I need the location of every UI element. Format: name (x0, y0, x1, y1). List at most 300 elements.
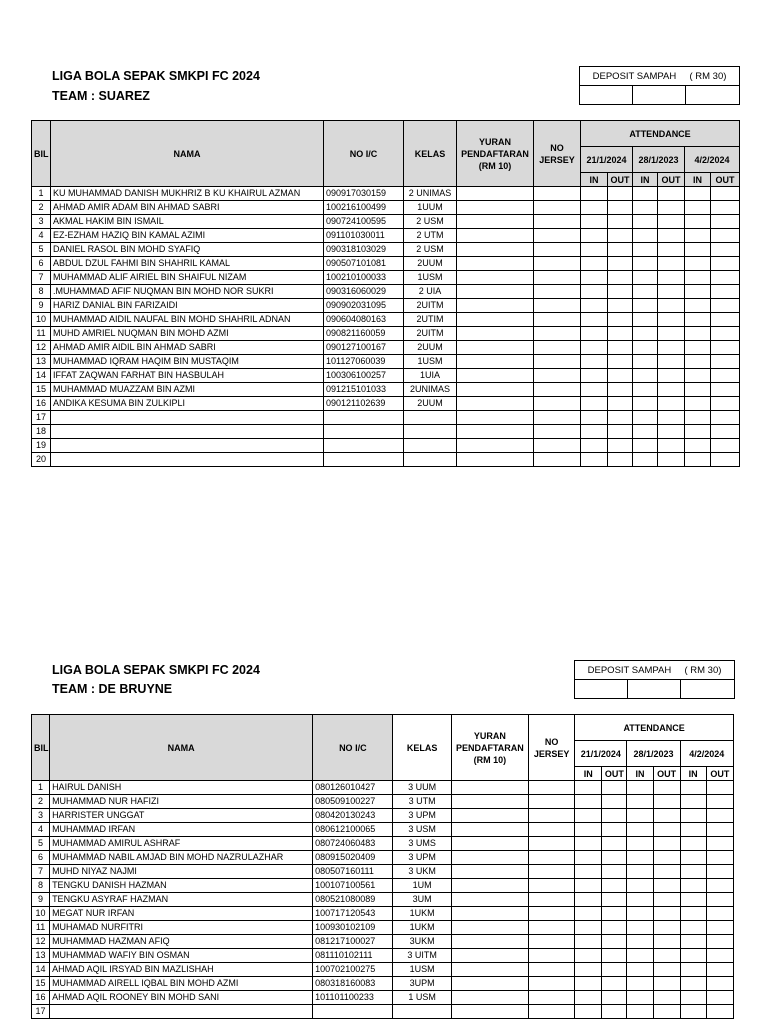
attendance-out-cell[interactable] (706, 795, 733, 809)
player-ic[interactable]: 090917030159 (324, 187, 404, 201)
attendance-out-cell[interactable] (658, 313, 685, 327)
yuran-cell[interactable] (457, 411, 534, 425)
player-name[interactable]: MUHAMMAD MUAZZAM BIN AZMI (51, 383, 324, 397)
yuran-cell[interactable] (457, 327, 534, 341)
jersey-cell[interactable] (529, 949, 575, 963)
player-class[interactable]: 1UUM (404, 201, 457, 215)
jersey-cell[interactable] (534, 271, 581, 285)
attendance-out-cell[interactable] (658, 215, 685, 229)
attendance-in-cell[interactable] (633, 229, 658, 243)
yuran-cell[interactable] (457, 313, 534, 327)
attendance-out-cell[interactable] (706, 893, 733, 907)
jersey-cell[interactable] (534, 327, 581, 341)
attendance-in-cell[interactable] (633, 369, 658, 383)
player-ic[interactable]: 081217100027 (313, 935, 393, 949)
player-name[interactable]: MUHD NIYAZ NAJMI (50, 865, 313, 879)
attendance-in-cell[interactable] (633, 299, 658, 313)
jersey-cell[interactable] (529, 865, 575, 879)
attendance-in-cell[interactable] (627, 837, 653, 851)
yuran-cell[interactable] (451, 865, 528, 879)
player-name[interactable]: HARRISTER UNGGAT (50, 809, 313, 823)
attendance-in-cell[interactable] (680, 893, 706, 907)
attendance-out-cell[interactable] (658, 355, 685, 369)
player-ic[interactable]: 080420130243 (313, 809, 393, 823)
player-ic[interactable]: 100107100561 (313, 879, 393, 893)
attendance-in-cell[interactable] (633, 411, 658, 425)
attendance-out-cell[interactable] (608, 341, 633, 355)
attendance-out-cell[interactable] (706, 809, 733, 823)
attendance-in-cell[interactable] (581, 425, 608, 439)
jersey-cell[interactable] (534, 411, 581, 425)
player-class[interactable]: 2UTIM (404, 313, 457, 327)
player-class[interactable]: 3 UITM (393, 949, 451, 963)
attendance-out-cell[interactable] (602, 851, 627, 865)
jersey-cell[interactable] (529, 795, 575, 809)
player-ic[interactable]: 100702100275 (313, 963, 393, 977)
attendance-out-cell[interactable] (653, 907, 680, 921)
jersey-cell[interactable] (529, 809, 575, 823)
player-name[interactable]: HAIRUL DANISH (50, 781, 313, 795)
attendance-in-cell[interactable] (685, 187, 711, 201)
attendance-out-cell[interactable] (706, 781, 733, 795)
attendance-in-cell[interactable] (581, 327, 608, 341)
yuran-cell[interactable] (457, 229, 534, 243)
player-class[interactable]: 2 USM (404, 215, 457, 229)
attendance-in-cell[interactable] (627, 977, 653, 991)
attendance-out-cell[interactable] (658, 439, 685, 453)
attendance-in-cell[interactable] (680, 865, 706, 879)
attendance-in-cell[interactable] (685, 285, 711, 299)
attendance-in-cell[interactable] (633, 341, 658, 355)
attendance-in-cell[interactable] (685, 341, 711, 355)
player-class[interactable]: 2UUM (404, 257, 457, 271)
player-name[interactable]: AHMAD AMIR ADAM BIN AHMAD SABRI (51, 201, 324, 215)
player-ic[interactable]: 100717120543 (313, 907, 393, 921)
attendance-in-cell[interactable] (581, 229, 608, 243)
player-name[interactable]: MUHAMMAD NABIL AMJAD BIN MOHD NAZRULAZHAR (50, 851, 313, 865)
attendance-out-cell[interactable] (711, 285, 740, 299)
attendance-out-cell[interactable] (653, 949, 680, 963)
yuran-cell[interactable] (457, 187, 534, 201)
attendance-in-cell[interactable] (680, 991, 706, 1005)
attendance-in-cell[interactable] (575, 977, 602, 991)
attendance-in-cell[interactable] (581, 341, 608, 355)
yuran-cell[interactable] (451, 879, 528, 893)
attendance-out-cell[interactable] (706, 963, 733, 977)
attendance-out-cell[interactable] (602, 921, 627, 935)
player-ic[interactable]: 080521080089 (313, 893, 393, 907)
attendance-out-cell[interactable] (706, 879, 733, 893)
player-name[interactable]: EZ-EZHAM HAZIQ BIN KAMAL AZIMI (51, 229, 324, 243)
attendance-in-cell[interactable] (581, 243, 608, 257)
attendance-out-cell[interactable] (658, 453, 685, 467)
player-ic[interactable]: 090507101081 (324, 257, 404, 271)
attendance-in-cell[interactable] (633, 271, 658, 285)
attendance-in-cell[interactable] (680, 781, 706, 795)
attendance-out-cell[interactable] (711, 299, 740, 313)
attendance-out-cell[interactable] (711, 201, 740, 215)
jersey-cell[interactable] (534, 299, 581, 313)
player-name[interactable]: MUHAMMAD AIRELL IQBAL BIN MOHD AZMI (50, 977, 313, 991)
deposit-cell[interactable] (628, 680, 681, 699)
player-name[interactable]: MUHAMMAD IQRAM HAQIM BIN MUSTAQIM (51, 355, 324, 369)
yuran-cell[interactable] (457, 397, 534, 411)
jersey-cell[interactable] (534, 453, 581, 467)
attendance-in-cell[interactable] (685, 257, 711, 271)
attendance-out-cell[interactable] (658, 201, 685, 215)
attendance-in-cell[interactable] (627, 963, 653, 977)
attendance-out-cell[interactable] (608, 369, 633, 383)
player-name[interactable]: KU MUHAMMAD DANISH MUKHRIZ B KU KHAIRUL AZMAN (51, 187, 324, 201)
player-class[interactable]: 1UKM (393, 921, 451, 935)
yuran-cell[interactable] (457, 369, 534, 383)
player-ic[interactable]: 080507160111 (313, 865, 393, 879)
attendance-out-cell[interactable] (602, 907, 627, 921)
attendance-out-cell[interactable] (608, 215, 633, 229)
attendance-in-cell[interactable] (575, 1005, 602, 1019)
attendance-in-cell[interactable] (685, 439, 711, 453)
attendance-in-cell[interactable] (680, 907, 706, 921)
attendance-out-cell[interactable] (608, 257, 633, 271)
attendance-in-cell[interactable] (575, 795, 602, 809)
yuran-cell[interactable] (451, 991, 528, 1005)
attendance-out-cell[interactable] (658, 341, 685, 355)
jersey-cell[interactable] (534, 341, 581, 355)
player-class[interactable]: 2 UTM (404, 229, 457, 243)
deposit-cell[interactable] (575, 680, 628, 699)
attendance-in-cell[interactable] (581, 397, 608, 411)
attendance-out-cell[interactable] (711, 341, 740, 355)
attendance-out-cell[interactable] (658, 285, 685, 299)
attendance-in-cell[interactable] (680, 1005, 706, 1019)
player-class[interactable] (393, 1005, 451, 1019)
attendance-out-cell[interactable] (608, 327, 633, 341)
attendance-out-cell[interactable] (706, 991, 733, 1005)
player-ic[interactable]: 101101100233 (313, 991, 393, 1005)
attendance-out-cell[interactable] (711, 397, 740, 411)
player-ic[interactable]: 080724060483 (313, 837, 393, 851)
attendance-in-cell[interactable] (680, 949, 706, 963)
attendance-out-cell[interactable] (608, 187, 633, 201)
player-name[interactable]: .MUHAMMAD AFIF NUQMAN BIN MOHD NOR SUKRI (51, 285, 324, 299)
attendance-in-cell[interactable] (633, 439, 658, 453)
attendance-in-cell[interactable] (627, 823, 653, 837)
attendance-out-cell[interactable] (608, 397, 633, 411)
attendance-out-cell[interactable] (653, 977, 680, 991)
attendance-in-cell[interactable] (685, 327, 711, 341)
jersey-cell[interactable] (534, 257, 581, 271)
attendance-in-cell[interactable] (685, 369, 711, 383)
jersey-cell[interactable] (529, 823, 575, 837)
attendance-out-cell[interactable] (653, 879, 680, 893)
attendance-out-cell[interactable] (711, 243, 740, 257)
attendance-out-cell[interactable] (706, 851, 733, 865)
player-ic[interactable]: 080126010427 (313, 781, 393, 795)
player-name[interactable]: IFFAT ZAQWAN FARHAT BIN HASBULAH (51, 369, 324, 383)
attendance-in-cell[interactable] (575, 935, 602, 949)
attendance-in-cell[interactable] (575, 991, 602, 1005)
attendance-out-cell[interactable] (602, 977, 627, 991)
player-ic[interactable]: 080509100227 (313, 795, 393, 809)
yuran-cell[interactable] (451, 851, 528, 865)
attendance-out-cell[interactable] (711, 229, 740, 243)
attendance-in-cell[interactable] (685, 425, 711, 439)
attendance-out-cell[interactable] (706, 1005, 733, 1019)
attendance-in-cell[interactable] (633, 425, 658, 439)
player-name[interactable]: MEGAT NUR IRFAN (50, 907, 313, 921)
jersey-cell[interactable] (529, 851, 575, 865)
player-class[interactable]: 1 USM (393, 991, 451, 1005)
attendance-in-cell[interactable] (680, 809, 706, 823)
player-class[interactable]: 3UPM (393, 977, 451, 991)
attendance-in-cell[interactable] (575, 865, 602, 879)
player-class[interactable]: 1UIA (404, 369, 457, 383)
player-name[interactable]: AHMAD AQIL ROONEY BIN MOHD SANI (50, 991, 313, 1005)
jersey-cell[interactable] (529, 907, 575, 921)
jersey-cell[interactable] (534, 243, 581, 257)
player-class[interactable]: 2UITM (404, 299, 457, 313)
attendance-in-cell[interactable] (633, 257, 658, 271)
attendance-in-cell[interactable] (581, 201, 608, 215)
attendance-in-cell[interactable] (627, 795, 653, 809)
jersey-cell[interactable] (534, 285, 581, 299)
yuran-cell[interactable] (451, 921, 528, 935)
attendance-out-cell[interactable] (602, 865, 627, 879)
attendance-out-cell[interactable] (653, 963, 680, 977)
attendance-in-cell[interactable] (633, 453, 658, 467)
attendance-out-cell[interactable] (602, 781, 627, 795)
jersey-cell[interactable] (534, 439, 581, 453)
yuran-cell[interactable] (451, 949, 528, 963)
attendance-in-cell[interactable] (633, 327, 658, 341)
yuran-cell[interactable] (451, 823, 528, 837)
attendance-in-cell[interactable] (633, 355, 658, 369)
deposit-cell[interactable] (633, 86, 686, 105)
player-name[interactable] (51, 439, 324, 453)
jersey-cell[interactable] (529, 977, 575, 991)
attendance-in-cell[interactable] (627, 809, 653, 823)
player-class[interactable] (404, 425, 457, 439)
attendance-in-cell[interactable] (575, 921, 602, 935)
attendance-out-cell[interactable] (653, 991, 680, 1005)
yuran-cell[interactable] (451, 795, 528, 809)
player-ic[interactable]: 090318103029 (324, 243, 404, 257)
attendance-in-cell[interactable] (627, 991, 653, 1005)
attendance-out-cell[interactable] (658, 411, 685, 425)
attendance-out-cell[interactable] (602, 963, 627, 977)
attendance-out-cell[interactable] (602, 795, 627, 809)
attendance-in-cell[interactable] (627, 893, 653, 907)
attendance-in-cell[interactable] (633, 285, 658, 299)
attendance-out-cell[interactable] (608, 383, 633, 397)
yuran-cell[interactable] (451, 907, 528, 921)
player-class[interactable]: 2UUM (404, 341, 457, 355)
jersey-cell[interactable] (534, 425, 581, 439)
attendance-in-cell[interactable] (581, 299, 608, 313)
jersey-cell[interactable] (534, 397, 581, 411)
player-class[interactable]: 2UUM (404, 397, 457, 411)
player-class[interactable]: 2 UIA (404, 285, 457, 299)
yuran-cell[interactable] (457, 201, 534, 215)
attendance-out-cell[interactable] (602, 935, 627, 949)
attendance-in-cell[interactable] (685, 383, 711, 397)
player-name[interactable]: HARIZ DANIAL BIN FARIZAIDI (51, 299, 324, 313)
jersey-cell[interactable] (529, 837, 575, 851)
yuran-cell[interactable] (457, 383, 534, 397)
player-ic[interactable]: 100306100257 (324, 369, 404, 383)
attendance-out-cell[interactable] (608, 425, 633, 439)
attendance-out-cell[interactable] (711, 453, 740, 467)
attendance-out-cell[interactable] (658, 425, 685, 439)
attendance-out-cell[interactable] (711, 425, 740, 439)
player-name[interactable]: MUHAMMAD NUR HAFIZI (50, 795, 313, 809)
attendance-in-cell[interactable] (627, 935, 653, 949)
player-ic[interactable]: 091215101033 (324, 383, 404, 397)
jersey-cell[interactable] (529, 991, 575, 1005)
attendance-out-cell[interactable] (711, 271, 740, 285)
attendance-in-cell[interactable] (685, 229, 711, 243)
attendance-out-cell[interactable] (706, 935, 733, 949)
yuran-cell[interactable] (451, 893, 528, 907)
attendance-in-cell[interactable] (685, 243, 711, 257)
player-name[interactable] (51, 453, 324, 467)
player-name[interactable]: MUHAMMAD AIDIL NAUFAL BIN MOHD SHAHRIL ADNAN (51, 313, 324, 327)
yuran-cell[interactable] (457, 355, 534, 369)
attendance-in-cell[interactable] (575, 851, 602, 865)
attendance-in-cell[interactable] (581, 187, 608, 201)
attendance-out-cell[interactable] (608, 313, 633, 327)
player-class[interactable]: 3 UPM (393, 851, 451, 865)
attendance-out-cell[interactable] (602, 893, 627, 907)
yuran-cell[interactable] (451, 935, 528, 949)
attendance-in-cell[interactable] (575, 823, 602, 837)
yuran-cell[interactable] (451, 1005, 528, 1019)
player-class[interactable]: 3 UMS (393, 837, 451, 851)
player-ic[interactable]: 100216100499 (324, 201, 404, 215)
attendance-in-cell[interactable] (627, 879, 653, 893)
attendance-in-cell[interactable] (581, 453, 608, 467)
attendance-out-cell[interactable] (653, 809, 680, 823)
attendance-out-cell[interactable] (706, 921, 733, 935)
player-name[interactable]: DANIEL RASOL BIN MOHD SYAFIQ (51, 243, 324, 257)
player-class[interactable]: 3 UPM (393, 809, 451, 823)
attendance-out-cell[interactable] (608, 271, 633, 285)
attendance-out-cell[interactable] (658, 257, 685, 271)
player-ic[interactable]: 090902031095 (324, 299, 404, 313)
yuran-cell[interactable] (457, 425, 534, 439)
attendance-out-cell[interactable] (602, 991, 627, 1005)
player-class[interactable]: 3 UTM (393, 795, 451, 809)
attendance-out-cell[interactable] (658, 369, 685, 383)
player-ic[interactable]: 080318160083 (313, 977, 393, 991)
player-name[interactable]: MUHAMMAD IRFAN (50, 823, 313, 837)
attendance-in-cell[interactable] (581, 383, 608, 397)
player-ic[interactable]: 090724100595 (324, 215, 404, 229)
attendance-out-cell[interactable] (706, 865, 733, 879)
jersey-cell[interactable] (529, 963, 575, 977)
player-class[interactable]: 3UM (393, 893, 451, 907)
player-ic[interactable] (324, 425, 404, 439)
player-name[interactable]: AHMAD AQIL IRSYAD BIN MAZLISHAH (50, 963, 313, 977)
attendance-in-cell[interactable] (575, 879, 602, 893)
attendance-out-cell[interactable] (706, 977, 733, 991)
player-name[interactable]: TENGKU DANISH HAZMAN (50, 879, 313, 893)
attendance-in-cell[interactable] (685, 271, 711, 285)
jersey-cell[interactable] (534, 355, 581, 369)
attendance-in-cell[interactable] (581, 313, 608, 327)
attendance-out-cell[interactable] (711, 383, 740, 397)
player-ic[interactable] (324, 439, 404, 453)
player-ic[interactable]: 090604080163 (324, 313, 404, 327)
player-class[interactable]: 1USM (404, 355, 457, 369)
yuran-cell[interactable] (457, 299, 534, 313)
attendance-in-cell[interactable] (581, 271, 608, 285)
jersey-cell[interactable] (534, 201, 581, 215)
attendance-out-cell[interactable] (711, 313, 740, 327)
yuran-cell[interactable] (457, 215, 534, 229)
yuran-cell[interactable] (451, 809, 528, 823)
attendance-out-cell[interactable] (608, 453, 633, 467)
yuran-cell[interactable] (457, 271, 534, 285)
attendance-out-cell[interactable] (711, 327, 740, 341)
attendance-out-cell[interactable] (658, 229, 685, 243)
player-name[interactable]: MUHAMMAD HAZMAN AFIQ (50, 935, 313, 949)
attendance-in-cell[interactable] (627, 949, 653, 963)
jersey-cell[interactable] (534, 313, 581, 327)
player-ic[interactable] (324, 453, 404, 467)
player-name[interactable]: MUHAMAD NURFITRI (50, 921, 313, 935)
player-ic[interactable]: 100210100033 (324, 271, 404, 285)
attendance-in-cell[interactable] (627, 1005, 653, 1019)
attendance-in-cell[interactable] (575, 949, 602, 963)
jersey-cell[interactable] (529, 781, 575, 795)
attendance-in-cell[interactable] (627, 907, 653, 921)
attendance-in-cell[interactable] (627, 851, 653, 865)
player-class[interactable]: 3UKM (393, 935, 451, 949)
attendance-out-cell[interactable] (711, 257, 740, 271)
player-class[interactable]: 1USM (404, 271, 457, 285)
player-ic[interactable]: 080915020409 (313, 851, 393, 865)
player-class[interactable]: 3 UUM (393, 781, 451, 795)
attendance-out-cell[interactable] (711, 369, 740, 383)
attendance-out-cell[interactable] (653, 1005, 680, 1019)
attendance-in-cell[interactable] (575, 781, 602, 795)
player-name[interactable] (50, 1005, 313, 1019)
jersey-cell[interactable] (534, 187, 581, 201)
yuran-cell[interactable] (457, 285, 534, 299)
player-class[interactable]: 2 USM (404, 243, 457, 257)
attendance-out-cell[interactable] (706, 837, 733, 851)
deposit-cell[interactable] (580, 86, 633, 105)
player-ic[interactable]: 090316060029 (324, 285, 404, 299)
attendance-out-cell[interactable] (653, 865, 680, 879)
attendance-out-cell[interactable] (608, 201, 633, 215)
player-name[interactable]: AHMAD AMIR AIDIL BIN AHMAD SABRI (51, 341, 324, 355)
attendance-out-cell[interactable] (658, 187, 685, 201)
attendance-in-cell[interactable] (680, 921, 706, 935)
attendance-in-cell[interactable] (627, 781, 653, 795)
attendance-in-cell[interactable] (685, 355, 711, 369)
player-class[interactable] (404, 439, 457, 453)
attendance-out-cell[interactable] (711, 355, 740, 369)
attendance-out-cell[interactable] (608, 299, 633, 313)
player-class[interactable]: 2UNIMAS (404, 383, 457, 397)
attendance-out-cell[interactable] (706, 949, 733, 963)
player-name[interactable]: ABDUL DZUL FAHMI BIN SHAHRIL KAMAL (51, 257, 324, 271)
player-ic[interactable] (313, 1005, 393, 1019)
attendance-in-cell[interactable] (680, 851, 706, 865)
yuran-cell[interactable] (451, 781, 528, 795)
